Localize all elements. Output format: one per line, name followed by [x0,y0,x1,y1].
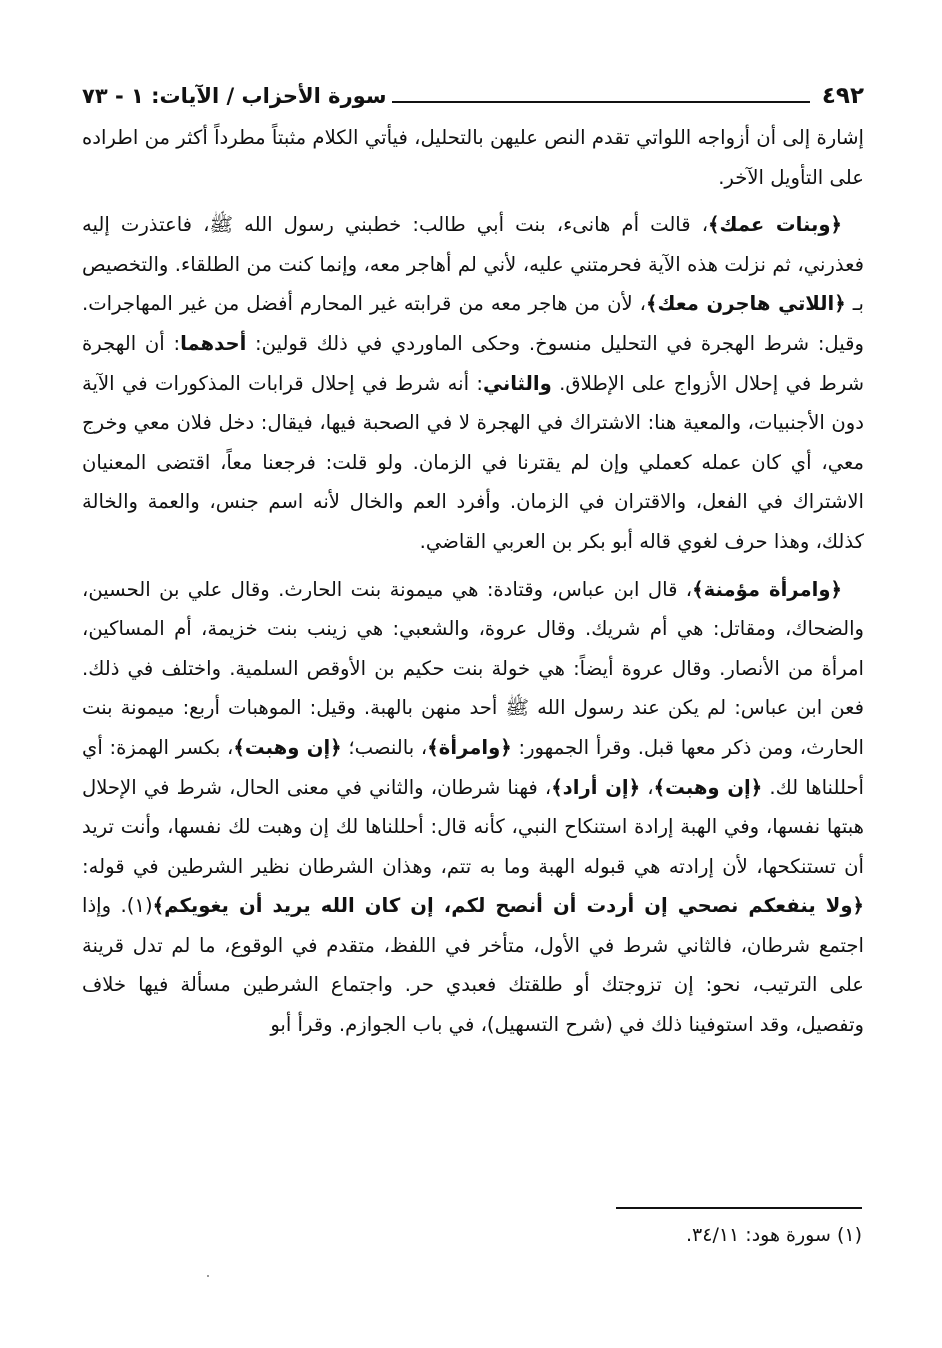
verse-quote: ﴿إن أراد﴾ [551,775,641,799]
text-run: ، فهنا شرطان، والثاني في معنى الحال، شرط في الإحلال هبتها نفسها، وفي الهبة إرادة استنكاح النبي، كأنه قال: أحللناها لك إن وهبت لك نفسها، وأنت تريد أن تستنكحها، لأن إرادته هي قبوله الهبة وما به تتم، وهذان الشرطان نظير الشرطين في قوله: [82,775,864,878]
header-rule [392,101,809,103]
text-run: ، [640,775,654,799]
text-run: (١). وإذا اجتمع شرطان، فالثاني شرط في الأول، متأخر في اللفظ، متقدم في الوقوع، ما لم تدل قرينة على الترتيب، نحو: إن تزوجتك أو طلقتك فعبدي حر. واجتماع الشرطين مسألة فيها خلاف وتفصيل، وقد استوفينا ذلك في (شرح التسهيل)، في باب الجوازم. وقرأ أبو [82,894,864,1037]
verse-quote: ﴿إن وهبت﴾ [653,775,763,799]
verse-quote: ﴿ولا ينفعكم نصحي إن أردت أن أنصح لكم، إن كان الله يريد أن يغويكم﴾ [152,894,864,918]
text-run: ، بكسر الهمزة: أي أحللناها لك. [82,735,864,799]
verse-quote: ﴿وبنات عمك﴾ [708,213,842,237]
text-run: : أن الهجرة شرط في إحلال الأزواج على الإطلاق. [82,331,864,395]
verse-quote: ﴿إن وهبت﴾ [233,735,342,759]
paragraph [82,570,864,1045]
scan-speck [207,1275,209,1277]
text-run: ، لأن من هاجر معه من قرابته غير المحارم أفضل من غير المهاجرات. وقيل: شرط الهجرة في التحليل منسوخ. وحكى الماوردي في ذلك قولين: [82,292,864,355]
text-run: ، قالت أم هانىء، بنت أبي طالب: خطبني رسول الله ﷺ، فاعتذرت إليه فعذرني، ثم نزلت هذه الآية فحرمتني عليه، لأني لم أهاجر معه، وإنما كنت من الطلقاء. والتخصيص بـ [82,213,864,316]
paragraph [82,205,864,561]
text-run: ، قال ابن عباس، وقتادة: هي ميمونة بنت الحارث. وقال علي بن الحسين، والضحاك، ومقاتل: هي أم شريك. وقال عروة، والشعبي: هي زينب بنت خزيمة، أم المساكين، امرأة من الأنصار. وقال عروة أيضاً: هي خولة بنت حكيم بن الأوقص السلمية. واختلف في ذلك. فعن ابن عباس: لم يكن عند رسول الله ﷺ أحد منهن بالهبة. وقيل: الموهبات أربع: ميمونة بنت الحارث، ومن ذكر معها قبل. وقرأ الجمهور: [82,577,865,759]
text-run: إشارة إلى أن أزواجه اللواتي تقدم النص عليهن بالتحليل، فيأتي الكلام مثبتاً مطرداً أكثر من اطراده على التأويل الآخر. [82,126,864,189]
body-text [82,118,864,1045]
page-number: ٤٩٢ [821,83,864,109]
verse-quote: ﴿وامرأة﴾ [427,735,512,759]
page-header [82,78,864,114]
bold-term: أحدهما [180,331,247,355]
verse-quote: ﴿اللاتي هاجرن معك﴾ [645,292,846,316]
verse-quote: ﴿وامرأة مؤمنة﴾ [692,577,842,601]
footnote: (١) سورة هود: ٣٤/١١. [685,1224,862,1246]
bold-term: والثاني [483,371,552,395]
footnote-separator [616,1207,862,1209]
text-run: : أنه شرط في إحلال قرابات المذكورات في الآية دون الأجنبيات، والمعية هنا: الاشتراك في الهجرة لا في الصحبة فيها، فيقال: دخل فلان معي وخرج معي، أي كان عمله كعملي وإن لم يقترنا في الزمان. ولو قلت: فرجعنا معاً، اقتضى المعنيان الاشتراك في الفعل، والاقتران في الزمان. وأفرد العم والخال لأنه اسم جنس، والعمة والخالة كذلك، وهذا حرف لغوي قاله أبو بكر بن العربي القاضي. [82,371,864,553]
running-title: سورة الأحزاب / الآيات: ١ - ٧٣ [82,84,387,108]
text-run: ، بالنصب؛ [341,735,428,759]
paragraph [82,118,864,197]
